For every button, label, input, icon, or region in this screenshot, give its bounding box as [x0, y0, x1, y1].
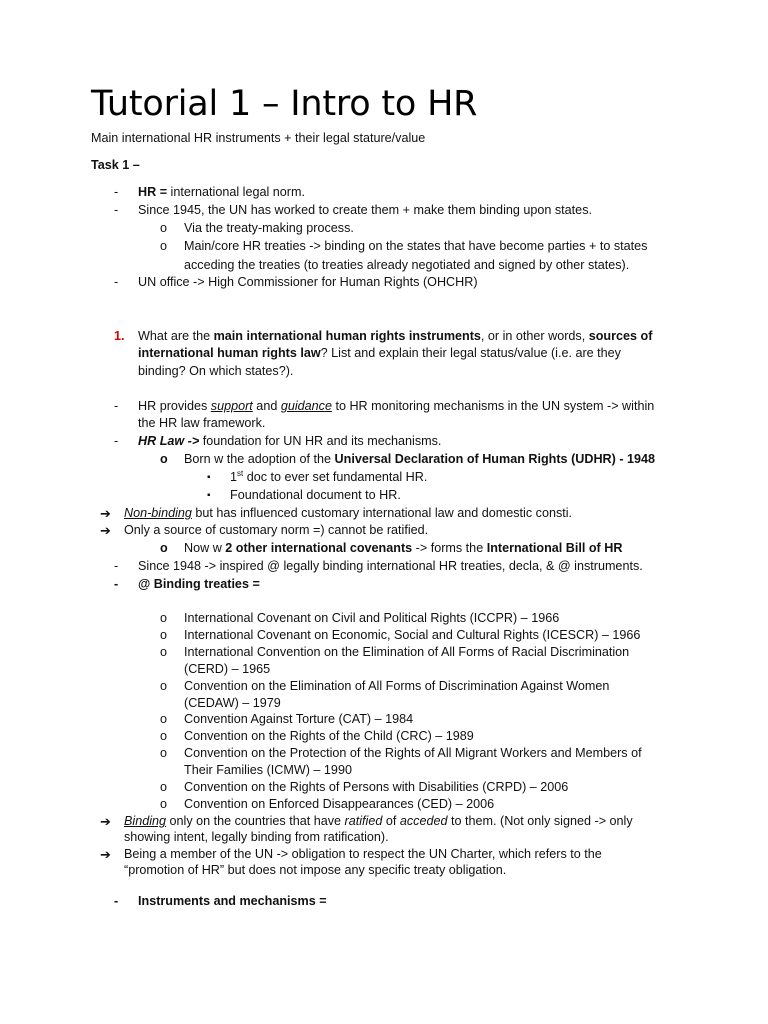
list-item-continuation: acceding the treaties (to treaties already negotiated and signed by other states).: [184, 258, 630, 272]
list-item: [124, 505, 572, 522]
list-item: [230, 469, 427, 486]
text-run: HR provides: [138, 399, 211, 413]
emphasis-acceded: acceded: [399, 814, 448, 828]
treaty-item: Convention on the Elimination of All Forms of Discrimination Against Women: [184, 679, 610, 693]
text-run: Born w the adoption of the: [184, 452, 335, 466]
text-run: to them. (Not only signed -> only: [447, 814, 633, 828]
circle-marker: o: [160, 712, 168, 726]
circle-marker: o: [160, 541, 168, 555]
treaty-item-continuation: (CEDAW) – 1979: [184, 696, 281, 710]
list-item: Foundational document to HR.: [230, 488, 401, 502]
circle-marker: o: [160, 239, 168, 253]
circle-marker: o: [160, 645, 168, 659]
square-marker: ▪: [207, 490, 211, 501]
treaty-item: International Covenant on Civil and Political Rights (ICCPR) – 1966: [184, 611, 560, 625]
arrow-icon: ➔: [100, 814, 111, 829]
superscript: st: [237, 468, 244, 478]
list-item-continuation: the HR law framework.: [138, 416, 266, 430]
question-emphasis: international human rights law: [138, 346, 321, 360]
emphasis-nonbinding: Non-binding: [124, 506, 192, 520]
dash-marker: -: [114, 275, 119, 289]
page-title: Tutorial 1 – Intro to HR: [91, 84, 478, 124]
treaty-item-continuation: (CERD) – 1965: [184, 662, 271, 676]
circle-marker: o: [160, 628, 168, 642]
list-item: Main/core HR treaties -> binding on the states that have become parties + to states: [184, 239, 648, 253]
list-item: Only a source of customary norm =) cannot be ratified.: [124, 523, 429, 537]
dash-marker: -: [114, 894, 119, 908]
dash-marker: -: [114, 203, 119, 217]
circle-marker: o: [160, 729, 168, 743]
emphasis-support: support: [210, 399, 253, 413]
dash-marker: -: [114, 577, 119, 591]
text-run: foundation for UN HR and its mechanisms.: [199, 434, 442, 448]
arrow-icon: ➔: [100, 523, 111, 538]
square-marker: ▪: [207, 472, 211, 483]
list-item: Via the treaty-making process.: [184, 221, 354, 235]
question-text: ? List and explain their legal status/value (i.e. are they: [320, 346, 621, 360]
list-item: [138, 398, 654, 415]
list-item: Being a member of the UN -> obligation to respect the UN Charter, which refers to the: [124, 847, 602, 861]
list-item-continuation: showing intent, legally binding from ratification).: [124, 830, 389, 844]
circle-marker: o: [160, 780, 168, 794]
hr-law-term: HR Law ->: [138, 434, 200, 448]
treaty-item-continuation: Their Families (ICMW) – 1990: [184, 763, 352, 777]
text-run: -> forms the: [412, 541, 487, 555]
list-item: [184, 540, 622, 557]
task-heading: Task 1 –: [91, 158, 140, 172]
circle-marker: o: [160, 611, 168, 625]
text-run: but has influenced customary international law and domestic consti.: [191, 506, 573, 520]
dash-marker: -: [114, 434, 119, 448]
dash-marker: -: [114, 559, 119, 573]
list-item: [138, 184, 305, 201]
text-run: Now w: [184, 541, 226, 555]
emphasis-guidance: guidance: [280, 399, 332, 413]
emphasis-binding: Binding: [124, 814, 167, 828]
list-item: UN office -> High Commissioner for Human Rights (OHCHR): [138, 275, 478, 289]
question-line: [138, 345, 621, 362]
dash-marker: -: [114, 399, 119, 413]
udhr-term: Universal Declaration of Human Rights (UDHR) - 1948: [334, 452, 656, 466]
treaty-item: International Covenant on Economic, Social and Cultural Rights (ICESCR) – 1966: [184, 628, 641, 642]
hr-term: HR =: [138, 185, 168, 199]
treaty-item: Convention on the Protection of the Rights of All Migrant Workers and Members of: [184, 746, 642, 760]
text-run: doc to ever set fundamental HR.: [243, 470, 428, 484]
circle-marker: o: [160, 746, 168, 760]
circle-marker: o: [160, 221, 168, 235]
question-emphasis: sources of: [588, 329, 653, 343]
treaty-item: Convention on Enforced Disappearances (CED) – 2006: [184, 797, 495, 811]
question-text: , or in other words,: [480, 329, 589, 343]
treaty-item: International Convention on the Elimination of All Forms of Racial Discrimination: [184, 645, 630, 659]
list-item: @ Binding treaties =: [138, 577, 260, 591]
list-item-continuation: “promotion of HR” but does not impose any specific treaty obligation.: [124, 863, 507, 877]
subtitle: Main international HR instruments + their legal stature/value: [91, 131, 426, 145]
list-item: Instruments and mechanisms =: [138, 894, 327, 908]
question-line: binding? On which states?).: [138, 364, 294, 378]
list-item: Since 1948 -> inspired @ legally binding international HR treaties, decla, & @ instruments.: [138, 559, 643, 573]
question-text: What are the: [138, 329, 214, 343]
dash-marker: -: [114, 185, 119, 199]
circle-marker: o: [160, 679, 168, 693]
hr-definition: international legal norm.: [167, 185, 305, 199]
treaty-item: Convention on the Rights of Persons with Disabilities (CRPD) – 2006: [184, 780, 569, 794]
emphasis-ratified: ratified: [344, 814, 383, 828]
question-line: [138, 328, 652, 345]
bill-of-hr-term: International Bill of HR: [486, 541, 623, 555]
text-run: of: [382, 814, 400, 828]
text-run: to HR monitoring mechanisms in the UN system -> within: [331, 399, 655, 413]
circle-marker: o: [160, 452, 168, 466]
question-number: 1.: [114, 329, 125, 343]
treaty-item: Convention on the Rights of the Child (CRC) – 1989: [184, 729, 474, 743]
list-item: [184, 451, 655, 468]
text-run: only on the countries that have: [166, 814, 345, 828]
arrow-icon: ➔: [100, 506, 111, 521]
list-item: [124, 813, 633, 830]
covenants-term: 2 other international covenants: [225, 541, 413, 555]
list-item: [138, 433, 441, 450]
text-run: and: [252, 399, 281, 413]
circle-marker: o: [160, 797, 168, 811]
treaty-item: Convention Against Torture (CAT) – 1984: [184, 712, 414, 726]
arrow-icon: ➔: [100, 847, 111, 862]
question-emphasis: main international human rights instruments: [213, 329, 481, 343]
list-item: Since 1945, the UN has worked to create them + make them binding upon states.: [138, 203, 592, 217]
text-run: 1: [230, 470, 238, 484]
